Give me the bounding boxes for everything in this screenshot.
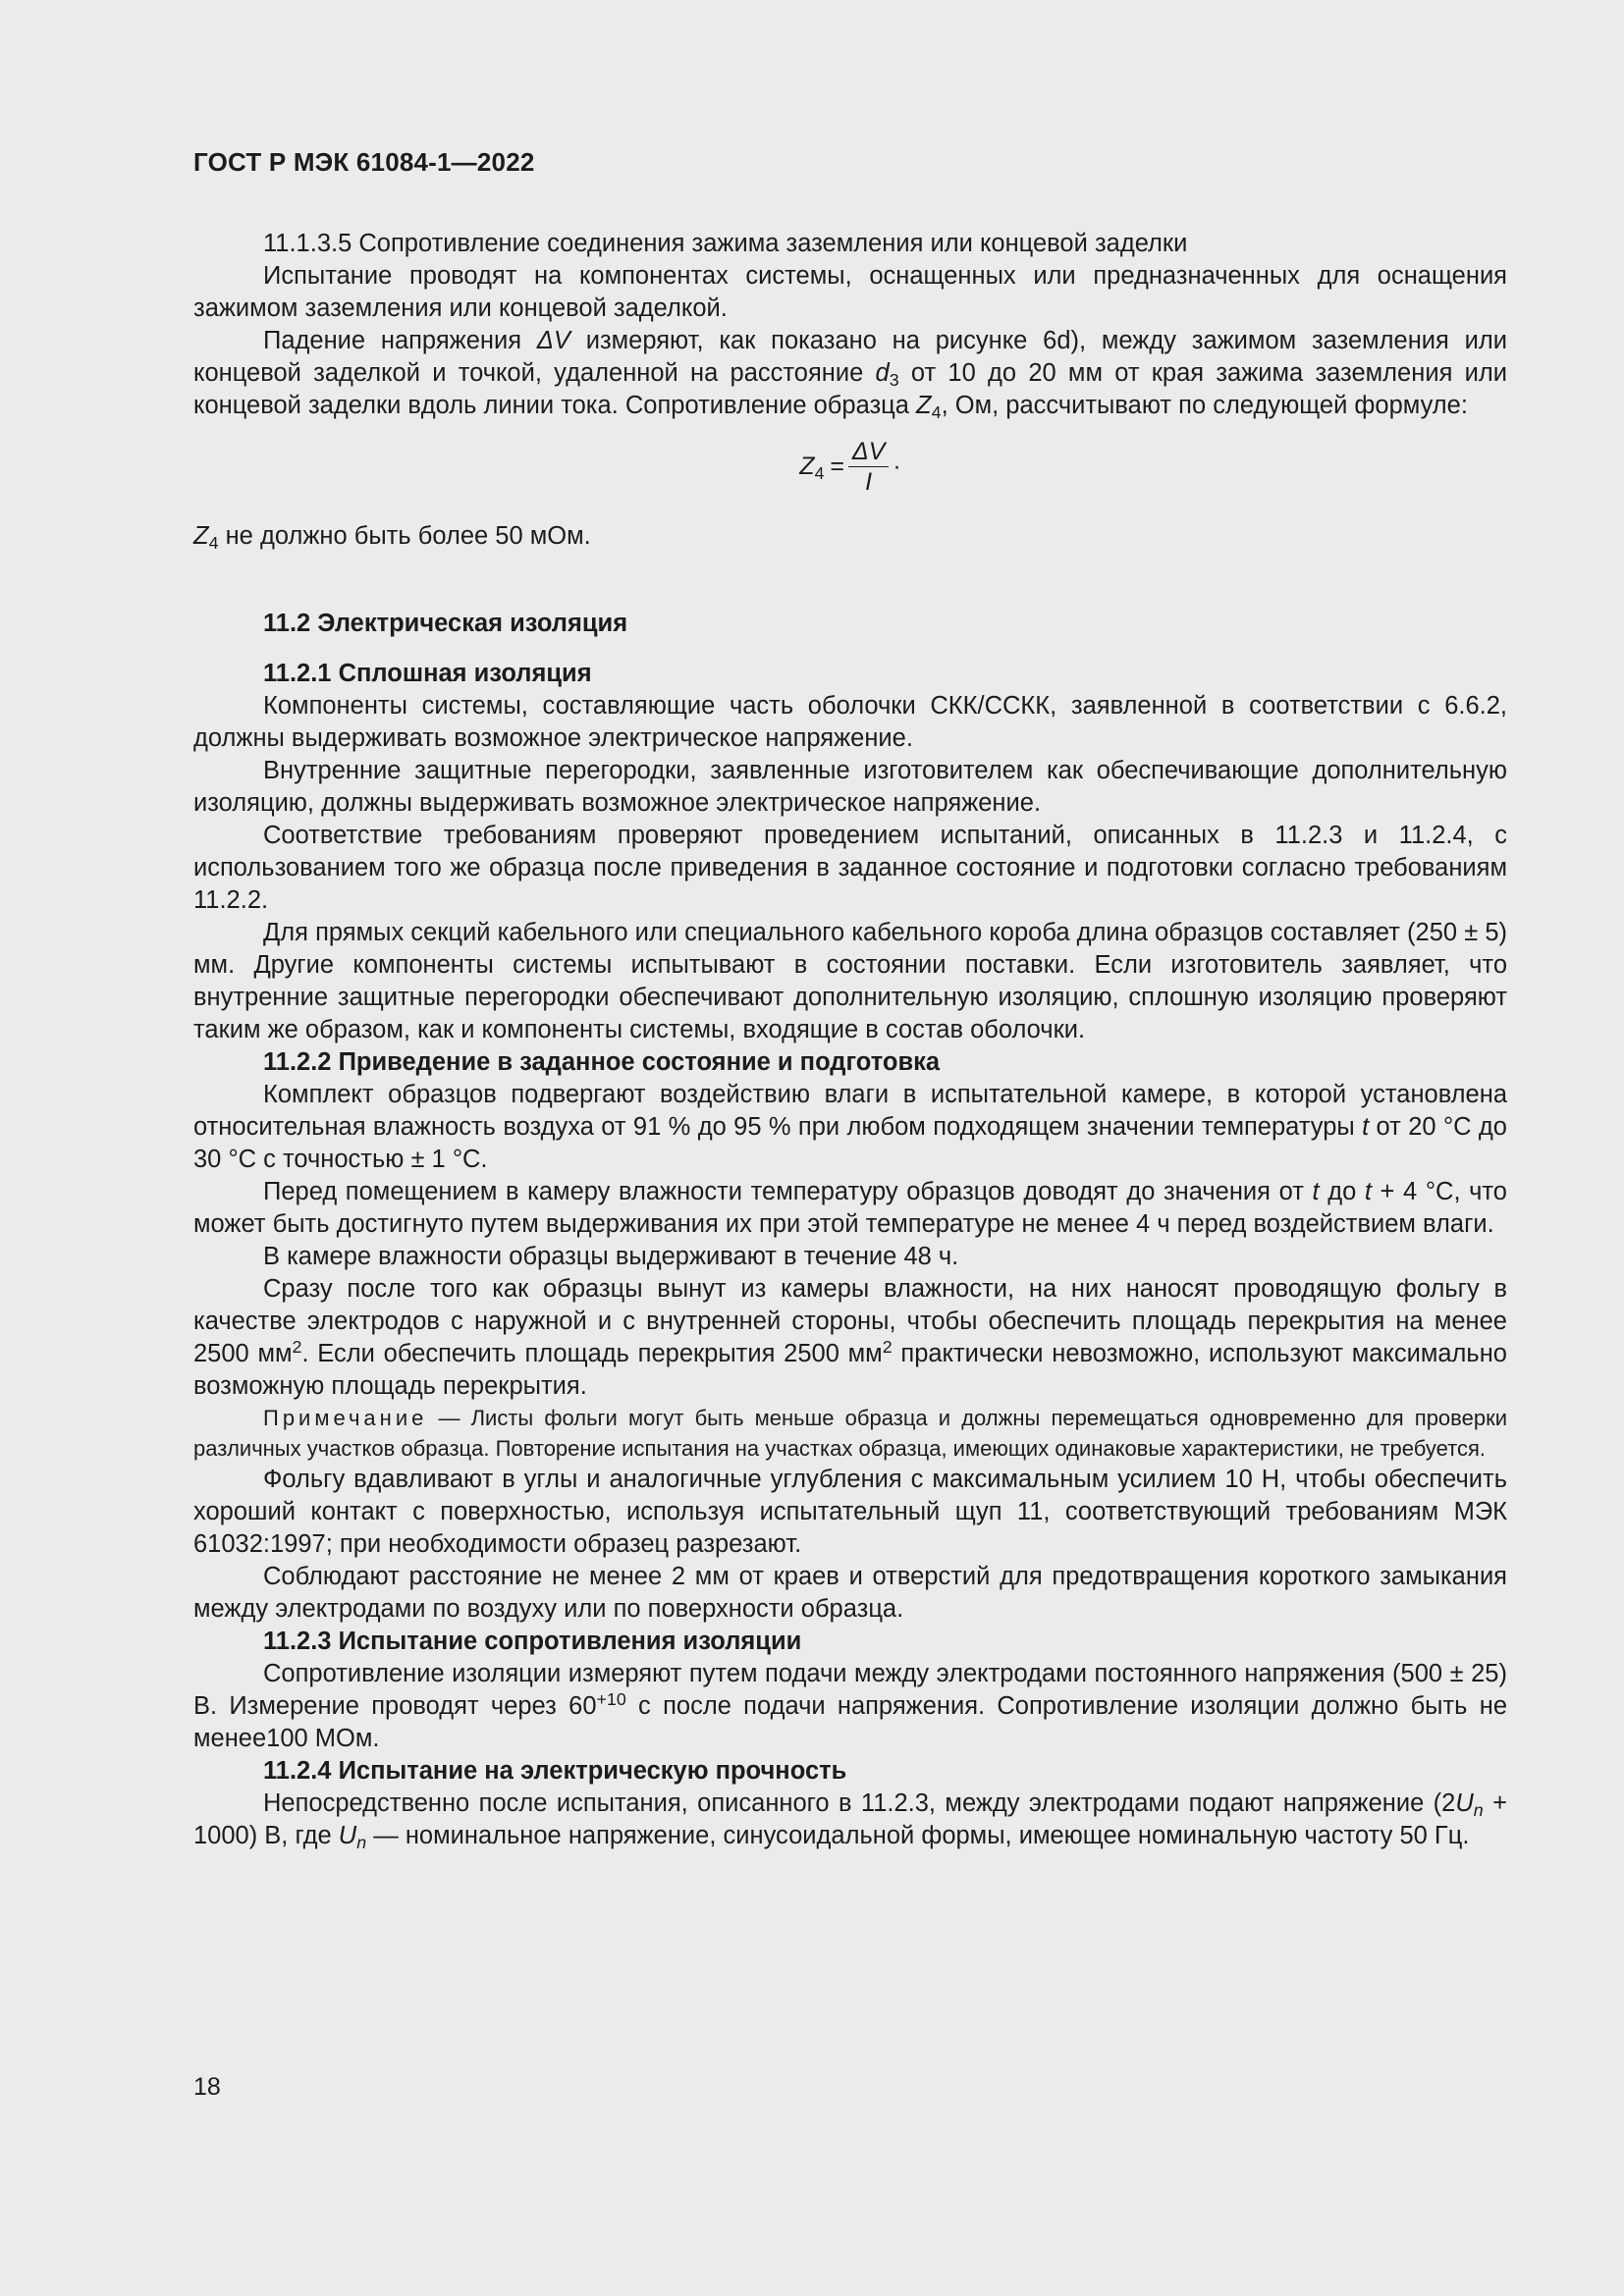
formula-z4: $Z_4$ = $\frac{\Delta V}{I}$ · — [799, 437, 901, 496]
paragraph: Сразу после того как образцы вынут из камеры влажности, на них наносят проводящую фольгу в качестве электродов с наружной и с внутренней стороны, чтобы обеспечить площадь перекрытия на менее 2500 $мм^2$. Если обеспечить площадь перекрытия 2500 $мм^2$ практически невозможно, используют максимально возможную площадь перекрытия. — [193, 1275, 1507, 1400]
paragraph: Комплект образцов подвергают воздействию влаги в испытательной камере, в которой установлена относительная влажность воздуха от 91 % до 95 % при любом подходящем значении температуры t от 20 °C до 30 °C с точностью ± 1 °C. — [193, 1081, 1507, 1173]
paragraph: Компоненты системы, составляющие часть оболочки СКК/ССКК, заявленной в соответствии с 6.6.2, должны выдерживать возможное электрическое напряжение. — [193, 692, 1507, 752]
section-11-2-4-title: 11.2.4 Испытание на электрическую прочность — [263, 1757, 847, 1785]
section-11-2-2-title: 11.2.2 Приведение в заданное состояние и подготовка — [263, 1048, 941, 1076]
paragraph: Фольгу вдавливают в углы и аналогичные углубления с максимальным усилием 10 Н, чтобы обеспечить хороший контакт с поверхностью, используя испытательный щуп 11, соответствующий требованиям МЭК 61032:1997; при необходимости образец разрезают. — [193, 1466, 1507, 1558]
paragraph: Испытание проводят на компонентах системы, оснащенных или предназначенных для оснащения зажимом заземления или концевой заделкой. — [193, 262, 1507, 322]
paragraph: Перед помещением в камеру влажности температуру образцов доводят до значения от t до t + 4 °C, что может быть достигнуто путем выдерживания их при этой температуре не менее 4 ч перед воздействием влаги. — [193, 1178, 1507, 1238]
section-11-2-3-title: 11.2.3 Испытание сопротивления изоляции — [263, 1628, 802, 1655]
note-label: Примечание — [263, 1406, 428, 1430]
document-body — [193, 228, 1507, 1852]
paragraph: $Z_4$ не должно быть более 50 мОм. — [193, 522, 591, 553]
formula-fraction: $\frac{\Delta V}{I}$ — [848, 438, 889, 496]
page-number: 18 — [193, 2073, 221, 2101]
section-11-1-3-5-title: 11.1.3.5 Сопротивление соединения зажима заземления или концевой заделки — [263, 230, 1188, 257]
paragraph: Для прямых секций кабельного или специального кабельного короба длина образцов составляет (250 ± 5) мм. Другие компоненты системы испытывают в состоянии поставки. Если изготовитель заявляет, что внутренние защитные перегородки обеспечивают дополнительную изоляцию, сплошную изоляцию проверяют таким же образом, как и компоненты системы, входящие в состав оболочки. — [193, 919, 1507, 1043]
paragraph: Падение напряжения ΔV измеряют, как показано на рисунке 6d), между зажимом заземления или концевой заделкой и точкой, удаленной на расстояние $d_3$ от 10 до 20 мм от края зажима заземления или концевой заделки вдоль линии тока. Сопротивление образца $Z_4$, Ом, рассчитывают по следующей формуле: — [193, 327, 1507, 422]
paragraph: Сопротивление изоляции измеряют путем подачи между электродами постоянного напряжения (500 ± 25) В. Измерение проводят через $60^{+10}$ с после подачи напряжения. Сопротивление изоляции должно быть не менее100 МОм. — [193, 1660, 1507, 1752]
section-11-2-1-title: 11.2.1 Сплошная изоляция — [263, 660, 592, 687]
section-11-2-title: 11.2 Электрическая изоляция — [263, 610, 628, 637]
paragraph: Соблюдают расстояние не менее 2 мм от краев и отверстий для предотвращения короткого замыкания между электродами по воздуху или по поверхности образца. — [193, 1563, 1507, 1623]
document-header: ГОСТ Р МЭК 61084-1—2022 — [193, 147, 535, 177]
paragraph: Непосредственно после испытания, описанного в 11.2.3, между электродами подают напряжение $(2U_n + 1000)$ В, где $U_n$ — номинальное напряжение, синусоидальной формы, имеющее номинальную частоту 50 Гц. — [193, 1789, 1507, 1852]
paragraph: Соответствие требованиям проверяют проведением испытаний, описанных в 11.2.3 и 11.2.4, с использованием того же образца после приведения в заданное состояние и подготовки согласно требованиям 11.2.2. — [193, 822, 1507, 914]
paragraph: В камере влажности образцы выдерживают в течение 48 ч. — [263, 1243, 959, 1270]
note: Примечание — Листы фольги могут быть меньше образца и должны перемещаться одновременно для проверки различных участков образца. Повторение испытания на участках образца, имеющих одинаковые характеристики, не требуется. — [193, 1406, 1507, 1461]
paragraph: Внутренние защитные перегородки, заявленные изготовителем как обеспечивающие дополнительную изоляцию, должны выдерживать возможное электрическое напряжение. — [193, 757, 1507, 817]
